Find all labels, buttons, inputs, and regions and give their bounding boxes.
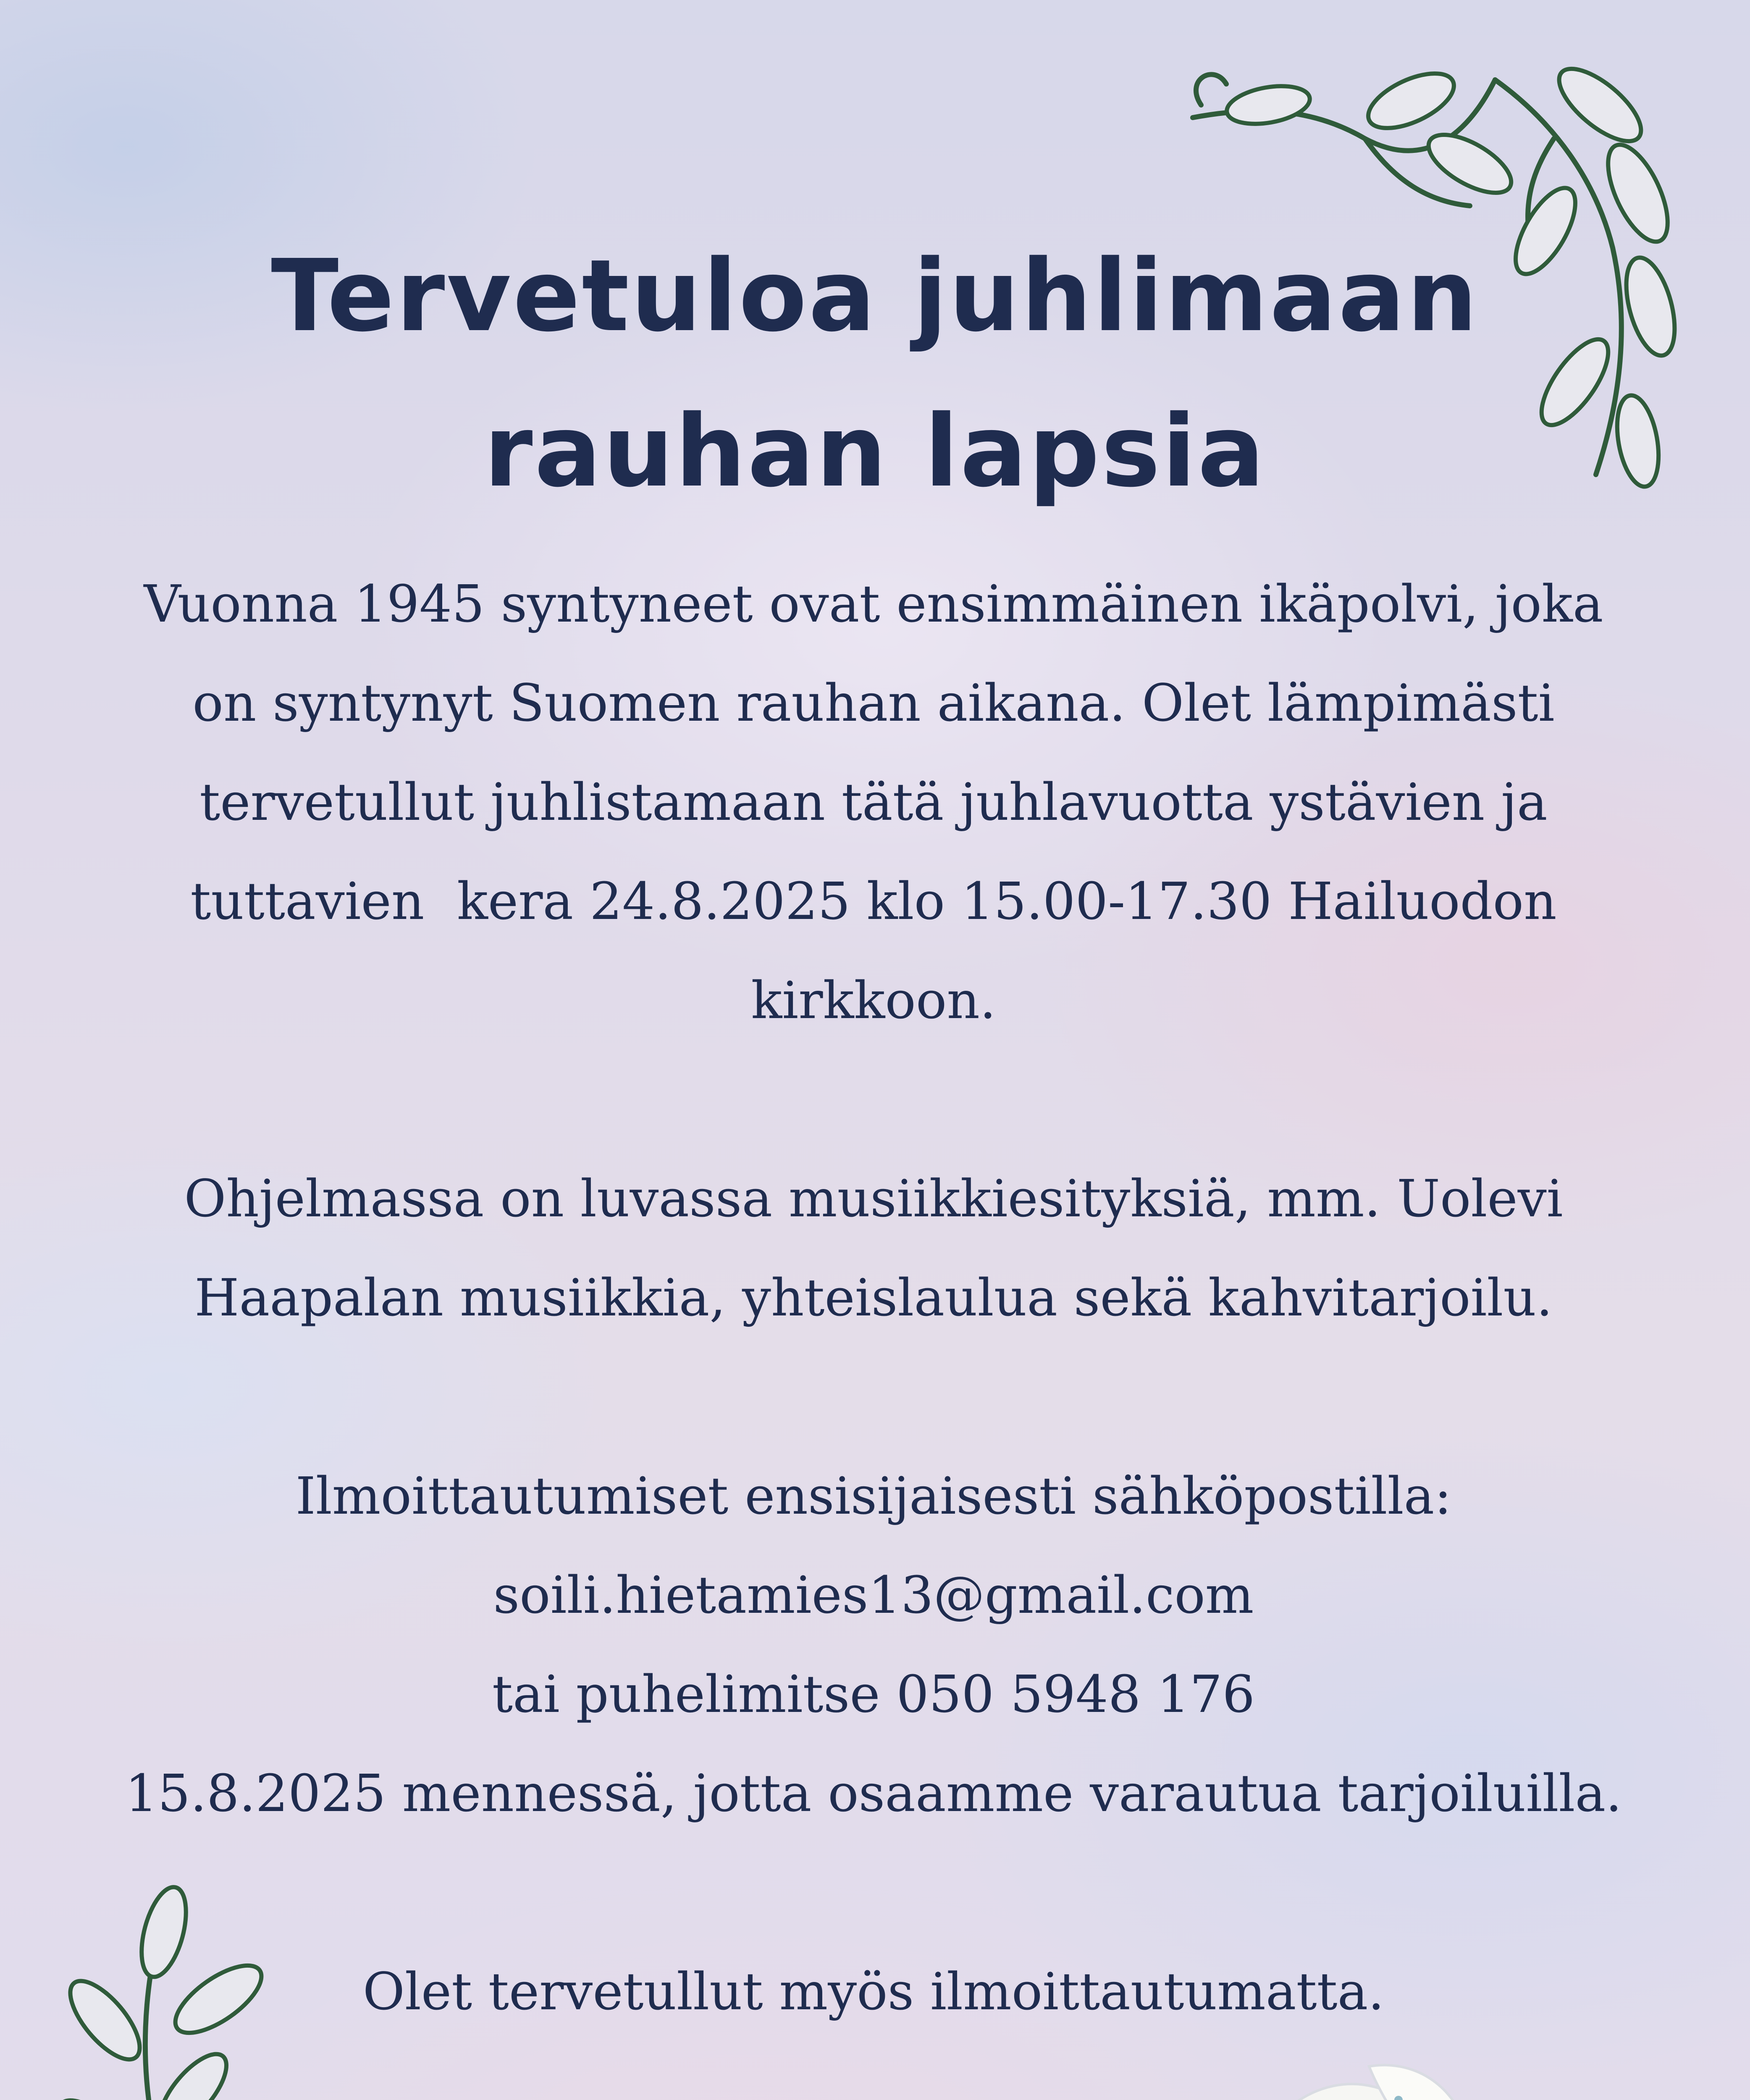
program-paragraph bbox=[105, 1149, 1642, 1347]
program-line-2: Haapalan musiikkia, yhteislaulua sekä kahvitarjoilu. bbox=[194, 1268, 1553, 1328]
program-line-1: Ohjelmassa on luvassa musiikkiesityksiä, mm. Uolevi bbox=[184, 1169, 1563, 1228]
intro-paragraph bbox=[105, 554, 1642, 1050]
walk-in-paragraph bbox=[105, 1942, 1642, 2041]
spacer bbox=[105, 2041, 1642, 2100]
email-address[interactable]: soili.hietamies13@gmail.com bbox=[493, 1565, 1254, 1625]
spacer bbox=[105, 1843, 1642, 1942]
walk-in-line: Olet tervetullut myös ilmoittautumatta. bbox=[362, 1962, 1385, 2021]
spacer bbox=[105, 1347, 1642, 1446]
phone-line: tai puhelimitse 050 5948 176 bbox=[492, 1664, 1255, 1724]
intro-line-4: tuttavien kera 24.8.2025 klo 15.00-17.30 Hailuodon bbox=[190, 872, 1557, 931]
intro-line-5: kirkkoon. bbox=[751, 971, 996, 1030]
registration-paragraph bbox=[105, 1446, 1642, 1843]
title-line-1: Tervetuloa juhlimaan bbox=[271, 238, 1479, 354]
page-title bbox=[0, 218, 1750, 529]
title-line-2: rauhan lapsia bbox=[484, 394, 1266, 509]
registration-line: Ilmoittautumiset ensisijaisesti sähköpostilla: bbox=[295, 1466, 1452, 1526]
spacer bbox=[105, 1050, 1642, 1149]
deadline-line: 15.8.2025 mennessä, jotta osaamme varautua tarjoiluilla. bbox=[125, 1764, 1622, 1823]
intro-line-1: Vuonna 1945 syntyneet ovat ensimmäinen ikäpolvi, joka bbox=[144, 574, 1603, 634]
intro-line-2: on syntynyt Suomen rauhan aikana. Olet lämpimästi bbox=[192, 673, 1555, 733]
intro-line-3: tervetullut juhlistamaan tätä juhlavuotta ystävien ja bbox=[199, 772, 1548, 832]
invitation-body bbox=[105, 554, 1642, 2100]
